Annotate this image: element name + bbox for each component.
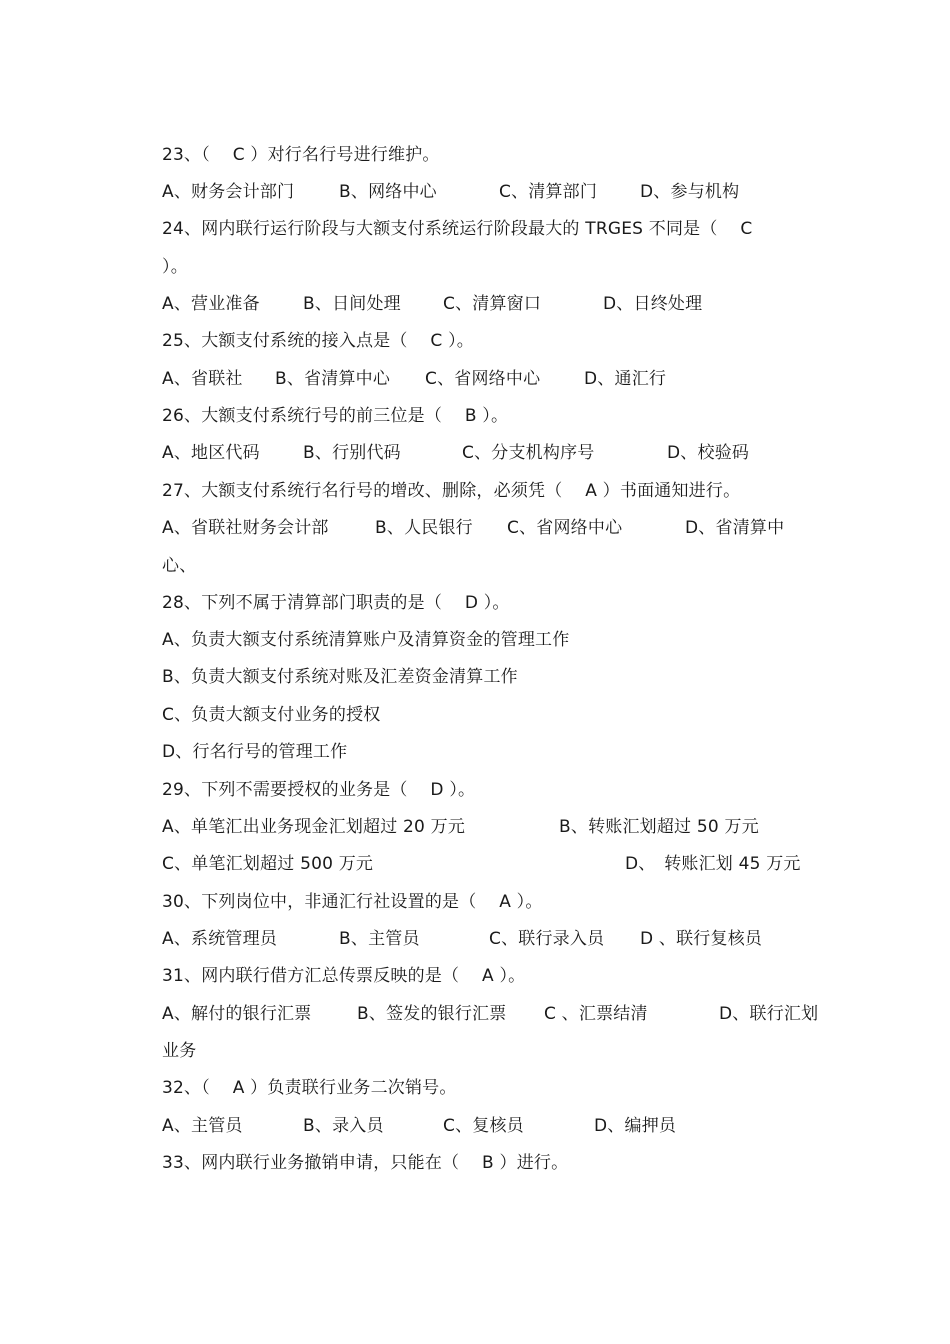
question-32-stem: 32、（ A ）负责联行业务二次销号。 (162, 1078, 457, 1098)
option-c: C、清算部门 (499, 182, 598, 202)
option-b: B、行别代码 (303, 443, 401, 463)
option-a: A、营业准备 (162, 294, 260, 314)
option-c: C、单笔汇划超过 500 万元 (162, 854, 374, 874)
option-c: C、省网络中心 (425, 369, 541, 389)
question-28-stem: 28、下列不属于清算部门职责的是（ D ）。 (162, 593, 510, 613)
option-a: A、财务会计部门 (162, 182, 295, 202)
question-25-stem: 25、大额支付系统的接入点是（ C ）。 (162, 331, 475, 351)
question-28-option-b: B、负责大额支付系统对账及汇差资金清算工作 (162, 667, 518, 687)
question-27-stem: 27、大额支付系统行名行号的增改、删除，必须凭（ A ）书面通知进行。 (162, 481, 741, 501)
option-d: D、日终处理 (603, 294, 703, 314)
option-c: C、省网络中心 (507, 518, 623, 538)
option-a: A、单笔汇出业务现金汇划超过 20 万元 (162, 817, 466, 837)
option-d: D、通汇行 (584, 369, 667, 389)
question-24-options (162, 289, 842, 319)
question-26-stem: 26、大额支付系统行号的前三位是（ B ）。 (162, 406, 509, 426)
option-a: A、省联社 (162, 369, 243, 389)
question-30-stem: 30、下列岗位中，非通汇行社设置的是（ A ）。 (162, 892, 543, 912)
option-d: D、联行汇划 (719, 1004, 819, 1024)
option-b: B、日间处理 (303, 294, 401, 314)
question-25-options (162, 364, 842, 394)
option-c: C、复核员 (443, 1116, 524, 1136)
option-d: D、校验码 (667, 443, 750, 463)
question-28-option-a: A、负责大额支付系统清算账户及清算资金的管理工作 (162, 630, 570, 650)
question-28-option-c: C、负责大额支付业务的授权 (162, 705, 381, 725)
option-c: C、联行录入员 (489, 929, 605, 949)
question-24-stem: 24、网内联行运行阶段与大额支付系统运行阶段最大的 TRGES 不同是（ C (162, 219, 753, 239)
question-29-stem: 29、下列不需要授权的业务是（ D ）。 (162, 780, 476, 800)
option-b: B、主管员 (339, 929, 420, 949)
question-31-options (162, 999, 842, 1029)
option-a: A、系统管理员 (162, 929, 278, 949)
question-32-options (162, 1111, 842, 1141)
option-b: B、录入员 (303, 1116, 384, 1136)
option-a: A、省联社财务会计部 (162, 518, 329, 538)
option-b: B、网络中心 (339, 182, 437, 202)
question-29-options-row-2 (162, 849, 842, 879)
question-31-stem: 31、网内联行借方汇总传票反映的是（ A ）。 (162, 966, 526, 986)
question-27-options (162, 513, 842, 543)
question-33-stem: 33、网内联行业务撤销申请，只能在（ B ）进行。 (162, 1153, 569, 1173)
option-d: D、省清算中 (685, 518, 785, 538)
question-31-options-continued: 业务 (162, 1041, 197, 1061)
option-d: D、 转账汇划 45 万元 (625, 854, 801, 874)
question-28-option-d: D、行名行号的管理工作 (162, 742, 348, 762)
question-24-stem-continued: ）。 (162, 257, 188, 277)
option-b: B、签发的银行汇票 (357, 1004, 507, 1024)
option-c: C、清算窗口 (443, 294, 542, 314)
option-a: A、解付的银行汇票 (162, 1004, 312, 1024)
option-a: A、地区代码 (162, 443, 260, 463)
option-b: B、转账汇划超过 50 万元 (559, 817, 759, 837)
option-a: A、主管员 (162, 1116, 243, 1136)
option-c: C 、汇票结清 (544, 1004, 648, 1024)
option-b: B、人民银行 (375, 518, 473, 538)
option-d: D、参与机构 (640, 182, 740, 202)
option-d: D、编押员 (594, 1116, 677, 1136)
option-b: B、省清算中心 (275, 369, 391, 389)
question-27-options-continued: 心、 (162, 556, 197, 576)
question-30-options (162, 924, 842, 954)
option-d: D 、联行复核员 (640, 929, 763, 949)
question-29-options-row-1 (162, 812, 842, 842)
option-c: C、分支机构序号 (462, 443, 595, 463)
question-23-stem: 23、（ C ）对行名行号进行维护。 (162, 145, 440, 165)
question-23-options (162, 177, 842, 207)
question-26-options (162, 438, 842, 468)
